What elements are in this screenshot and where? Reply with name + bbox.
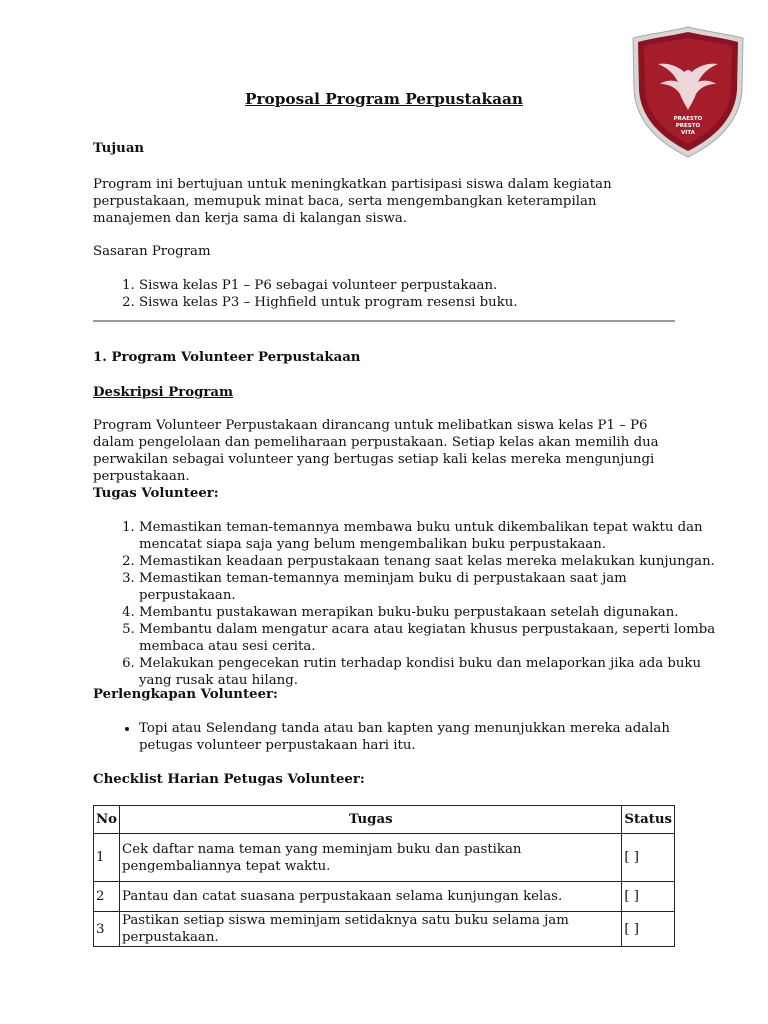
deskripsi-heading: Deskripsi Program <box>93 385 234 400</box>
list-item: 5. Membantu dalam mengatur acara atau kegiatan khusus perpustakaan, seperti lomba membaca atau sesi cerita. <box>139 621 721 655</box>
tugas-list <box>93 519 721 689</box>
table-header-row <box>94 806 675 834</box>
tugas-heading: Tugas Volunteer: <box>93 486 219 501</box>
cell-no: 3 <box>94 912 120 947</box>
deskripsi-paragraph: Program Volunteer Perpustakaan dirancang untuk melibatkan siswa kelas P1 – P6 dalam pengelolaan dan pemeliharaan perpustakaan. Setiap kelas akan memilih dua perwakilan sebagai volunteer yang bertugas setiap kali kelas mereka mengunjungi perpustakaan. <box>93 418 659 484</box>
cell-no: 2 <box>94 882 120 912</box>
header-no: No <box>94 806 120 834</box>
cell-no: 1 <box>94 834 120 882</box>
list-item: 3. Memastikan teman-temannya meminjam buku di perpustakaan saat jam perpustakaan. <box>139 570 721 604</box>
list-item: • Topi atau Selendang tanda atau ban kapten yang menunjukkan mereka adalah petugas volunteer perpustakaan hari itu. <box>139 720 721 754</box>
list-item: 2. Memastikan keadaan perpustakaan tenang saat kelas mereka melakukan kunjungan. <box>139 553 721 570</box>
logo-text-2: PRESTO <box>675 123 701 129</box>
sasaran-list <box>93 277 721 311</box>
table-row <box>94 882 675 912</box>
list-item: 2. Siswa kelas P3 – Highfield untuk program resensi buku. <box>139 294 721 311</box>
header-status: Status <box>622 806 675 834</box>
checklist-table-wrapper <box>93 805 675 947</box>
list-item: 6. Melakukan pengecekan rutin terhadap kondisi buku dan melaporkan jika ada buku yang rusak atau hilang. <box>139 655 721 689</box>
list-item: 1. Siswa kelas P1 – P6 sebagai volunteer perpustakaan. <box>139 277 721 294</box>
cell-status[interactable]: [ ] <box>622 834 675 882</box>
list-item: 4. Membantu pustakawan merapikan buku-buku perpustakaan setelah digunakan. <box>139 604 721 621</box>
logo-text-3: VITA <box>681 130 695 136</box>
tujuan-paragraph: Program ini bertujuan untuk meningkatkan partisipasi siswa dalam kegiatan perpustakaan, memupuk minat baca, serta mengembangkan keterampilan manajemen dan kerja sama di kalangan siswa. <box>93 177 612 226</box>
section1-heading: 1. Program Volunteer Perpustakaan <box>93 350 361 365</box>
table-row <box>94 834 675 882</box>
cell-tugas: Pantau dan catat suasana perpustakaan selama kunjungan kelas. <box>120 882 622 912</box>
tujuan-heading: Tujuan <box>93 141 145 156</box>
page-title: Proposal Program Perpustakaan <box>244 90 524 108</box>
header-tugas: Tugas <box>120 806 622 834</box>
perlengkapan-heading: Perlengkapan Volunteer: <box>93 687 278 702</box>
perlengkapan-list <box>93 720 721 754</box>
sasaran-heading: Sasaran Program <box>93 244 211 259</box>
logo-text-1: PRAESTO <box>673 116 703 122</box>
checklist-heading: Checklist Harian Petugas Volunteer: <box>93 772 365 787</box>
cell-status[interactable]: [ ] <box>622 882 675 912</box>
cell-tugas: Pastikan setiap siswa meminjam setidaknya satu buku selama jam perpustakaan. <box>120 912 622 947</box>
checklist-table <box>93 805 675 947</box>
list-item: 1. Memastikan teman-temannya membawa buku untuk dikembalikan tepat waktu dan mencatat siapa saja yang belum mengembalikan buku perpustakaan. <box>139 519 721 553</box>
table-row <box>94 912 675 947</box>
section-divider <box>93 320 675 322</box>
cell-status[interactable]: [ ] <box>622 912 675 947</box>
cell-tugas: Cek daftar nama teman yang meminjam buku dan pastikan pengembaliannya tepat waktu. <box>120 834 622 882</box>
